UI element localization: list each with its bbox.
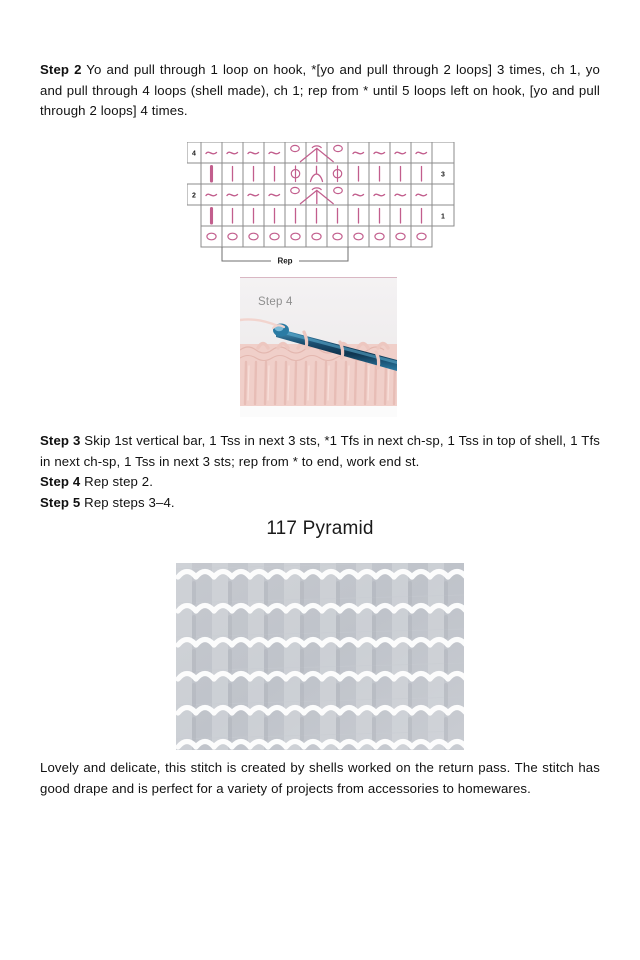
closing-paragraph: Lovely and delicate, this stitch is created by shells worked on the return pass. The stitch has good drape and is perfect for a variety of projects from accessories to homewares. — [40, 760, 600, 796]
step-4-label: Step 4 — [40, 474, 81, 489]
chart-rep-bracket — [222, 247, 348, 266]
step-2-paragraph — [40, 60, 600, 122]
chart-row-label-3: 3 — [441, 171, 445, 179]
step-3-label: Step 3 — [40, 433, 81, 448]
pattern-heading: 117 Pyramid — [266, 518, 374, 539]
step-2-label: Step 2 — [40, 62, 82, 77]
stitch-swatch-illustration — [176, 563, 464, 750]
step-3-paragraph — [40, 431, 600, 472]
steps-3-to-5-block — [40, 431, 600, 513]
crochet-chart-diagram — [187, 142, 455, 270]
step-4-photo-caption: Step 4 — [258, 296, 293, 308]
step-2-text: Yo and pull through 1 loop on hook, *[yo and pull through 2 loops] 3 times, ch 1, yo and pull through 4 loops (shell made), ch 1; rep from * until 5 loops left on hook, [yo and pull through 2 loops] 4 times. — [40, 62, 600, 118]
chart-rep-label: Rep — [277, 256, 293, 266]
chart-row-label-1: 1 — [441, 213, 445, 221]
step-4-photo — [240, 277, 397, 417]
chart-row-1 — [201, 205, 454, 226]
chart-row-3 — [201, 163, 454, 184]
step-4-text: Rep step 2. — [80, 474, 154, 489]
stitch-swatch-photo — [176, 563, 464, 750]
chart-svg — [187, 142, 455, 270]
step-3-text: Skip 1st vertical bar, 1 Tss in next 3 sts, *1 Tfs in next ch-sp, 1 Tss in top of shell, 1 Tfs in next ch-sp, 1 Tss in next 3 sts; rep from * to end, work end st. — [40, 433, 600, 469]
chart-row-4 — [187, 142, 454, 163]
step-4-paragraph — [40, 472, 600, 493]
chart-row-foundation — [201, 226, 432, 247]
step-5-text: Rep steps 3–4. — [80, 494, 175, 510]
step-5-label: Step 5 — [40, 494, 81, 510]
chart-row-label-4: 4 — [192, 150, 196, 158]
step-5-paragraph — [40, 493, 600, 514]
chart-row-label-2: 2 — [192, 192, 196, 200]
chart-row-2 — [187, 184, 454, 205]
